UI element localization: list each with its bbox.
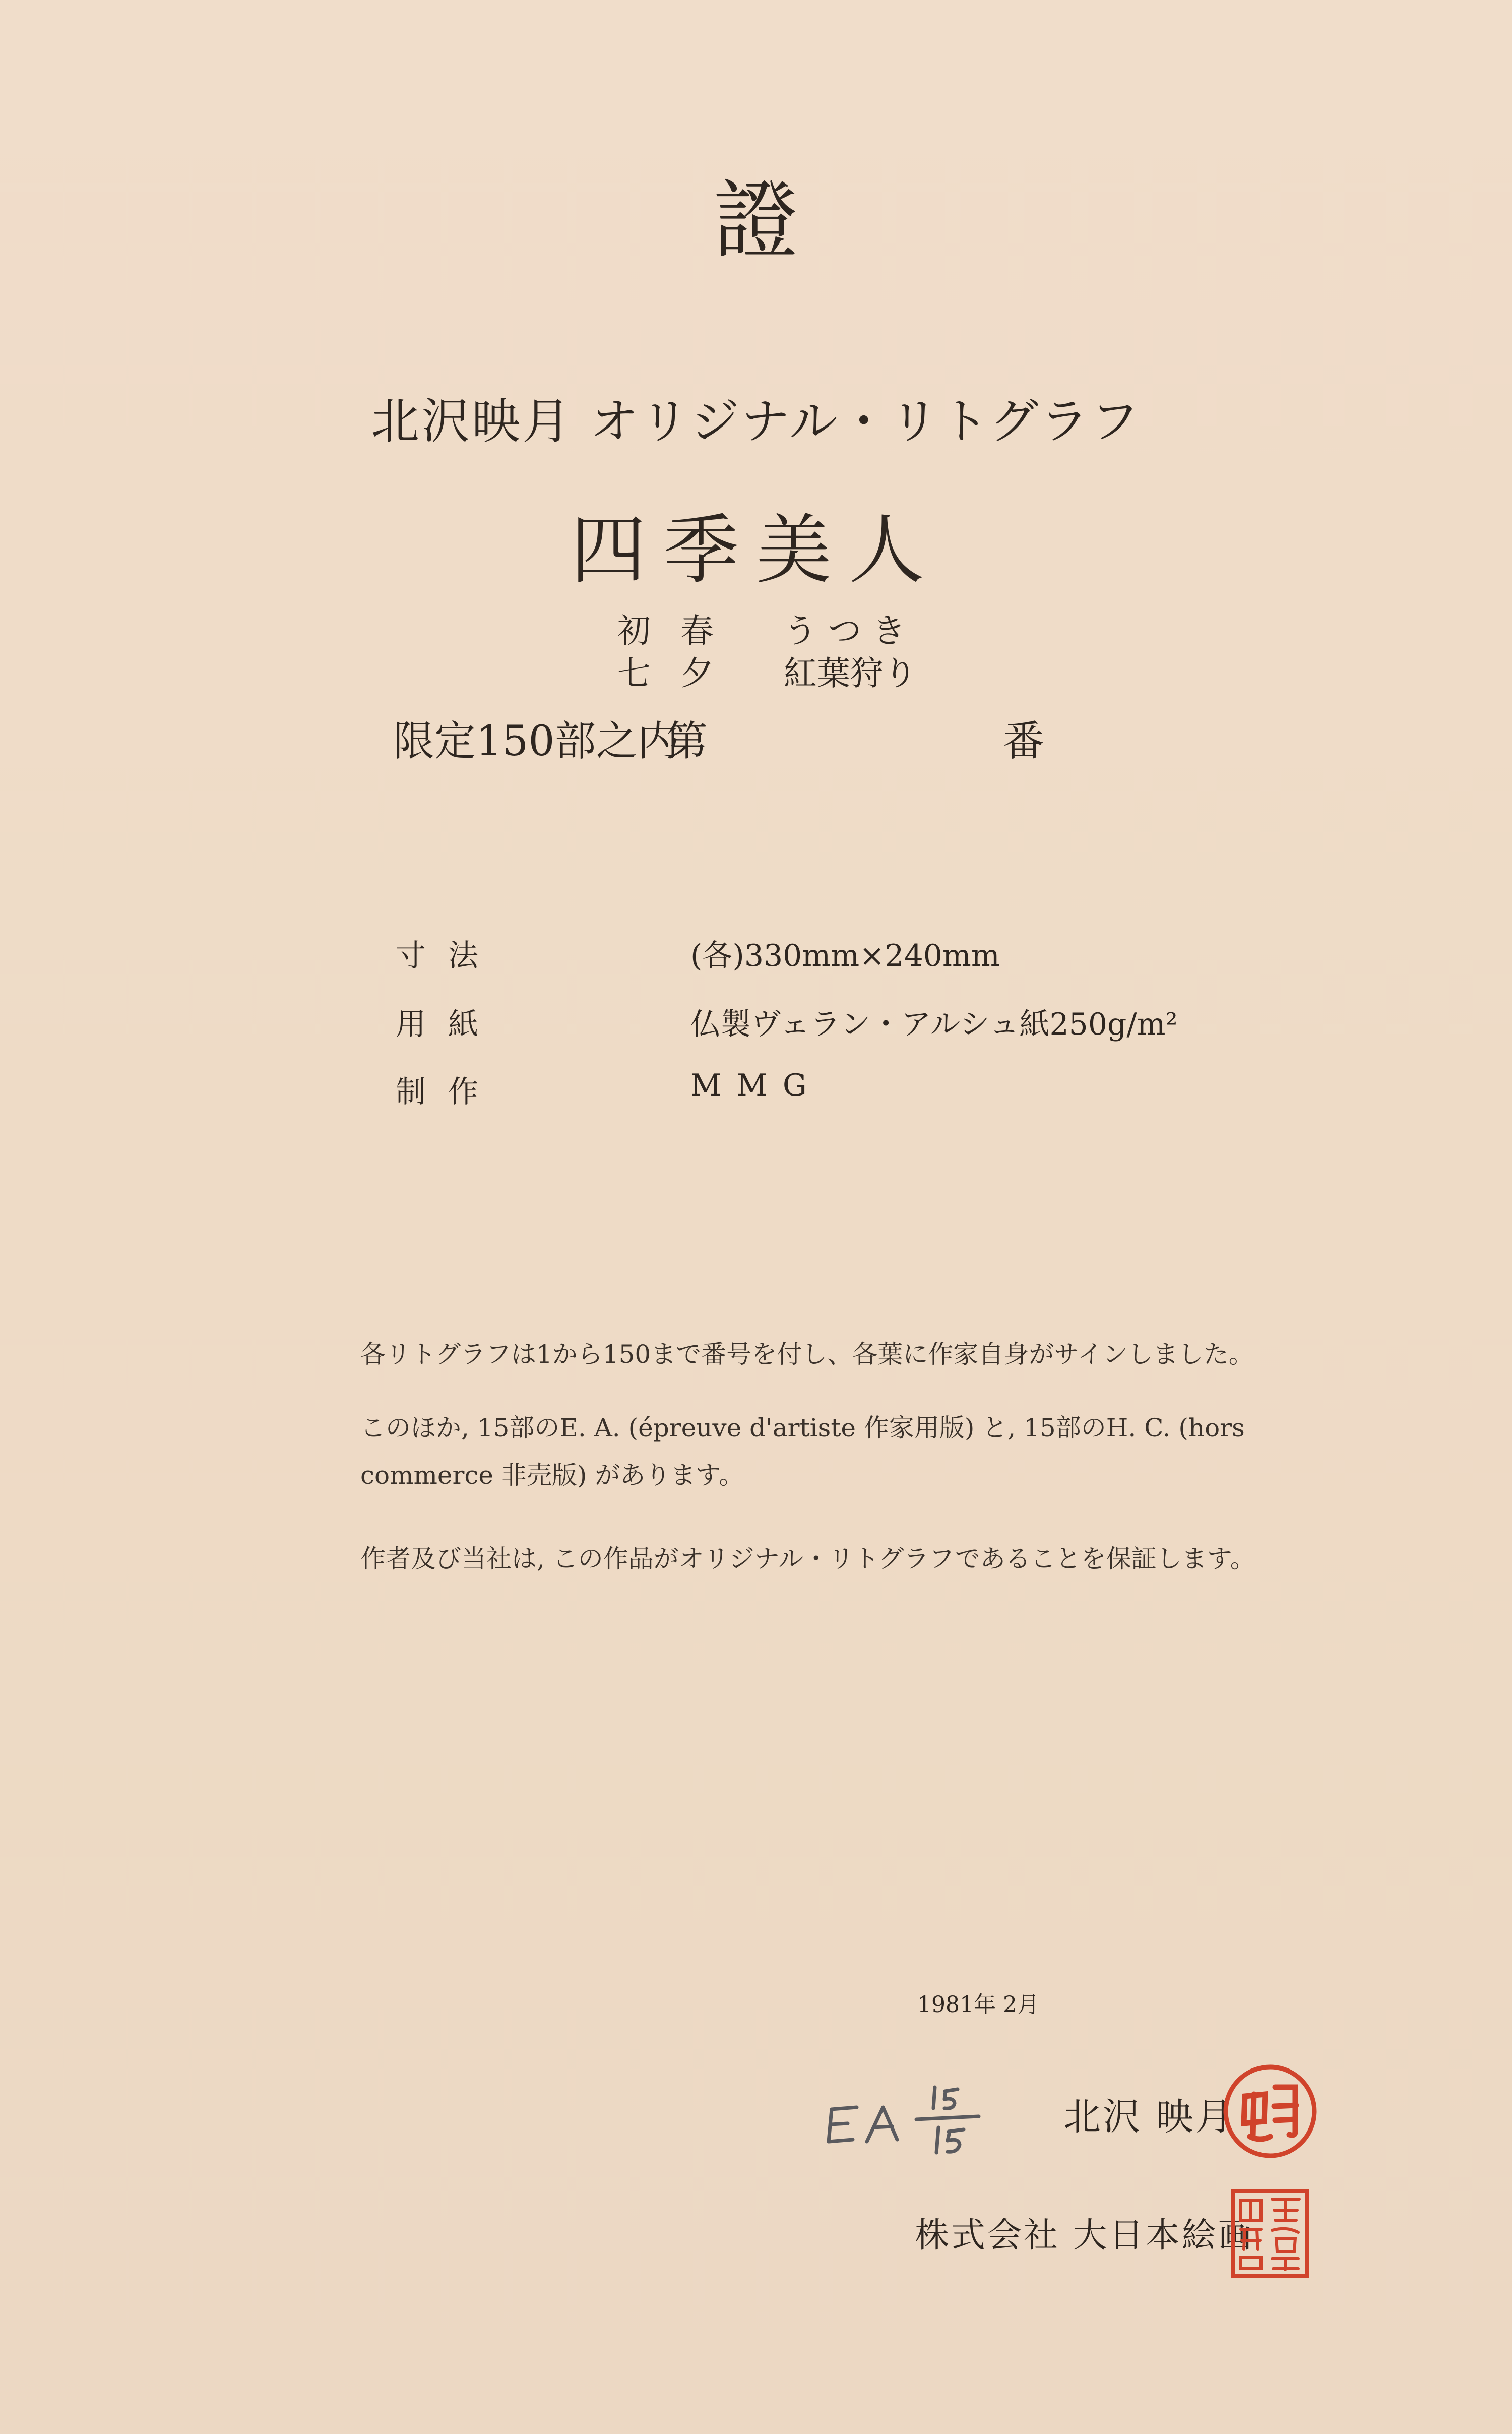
company-name: 株式会社 大日本絵画 — [915, 2216, 1254, 2256]
spec-value-production: MMG — [690, 1068, 822, 1103]
ea-handwriting — [822, 2077, 1003, 2163]
issue-date: 1981年 2月 — [917, 1992, 1039, 2018]
spec-label-production: 制作 — [396, 1074, 500, 1110]
certificate-title: 四季美人 — [570, 507, 941, 594]
handwritten-edition-mark — [822, 2077, 1003, 2175]
artist-seal — [1220, 2061, 1320, 2162]
subject-cell: うつき — [784, 612, 917, 650]
subject-row — [617, 652, 935, 695]
spec-value-paper: 仏製ヴェラン・アルシュ紙250g/m² — [690, 1007, 1178, 1042]
artist-name: 北沢 映月 — [1063, 2095, 1235, 2139]
note-guarantee: 作者及び当社は, この作品がオリジナル・リトグラフであることを保証します。 — [360, 1544, 1255, 1573]
subject-cell: 七 — [617, 654, 651, 693]
spec-label-size: 寸法 — [396, 938, 500, 973]
note-signing: 各リトグラフは1から150まで番号を付し、各葉に作家自身がサインしました。 — [360, 1340, 1254, 1369]
spec-label-paper: 用紙 — [396, 1007, 500, 1042]
spec-value-size: (各)330mm×240mm — [690, 938, 1000, 973]
edition-number-prefix: 第 — [666, 717, 708, 765]
edition-label: 限定150部之内 — [393, 717, 679, 765]
certificate-heading: 證 — [713, 171, 799, 271]
company-seal — [1230, 2188, 1310, 2279]
subject-row — [617, 610, 935, 652]
subject-list — [617, 610, 935, 695]
note-editions-line2: commerce 非売版) があります。 — [360, 1461, 744, 1490]
subject-cell: 夕 — [680, 654, 714, 693]
subject-cell: 初 — [617, 612, 651, 650]
note-editions-line1: このほか, 15部のE. A. (épreuve d'artiste 作家用版) と, 15部のH. C. (hors — [360, 1413, 1245, 1442]
edition-number-suffix: 番 — [1003, 717, 1045, 765]
subject-cell: 春 — [680, 612, 714, 650]
certificate-subtitle: 北沢映月 オリジナル・リトグラフ — [371, 393, 1141, 450]
subject-cell: 紅葉狩り — [784, 654, 917, 693]
